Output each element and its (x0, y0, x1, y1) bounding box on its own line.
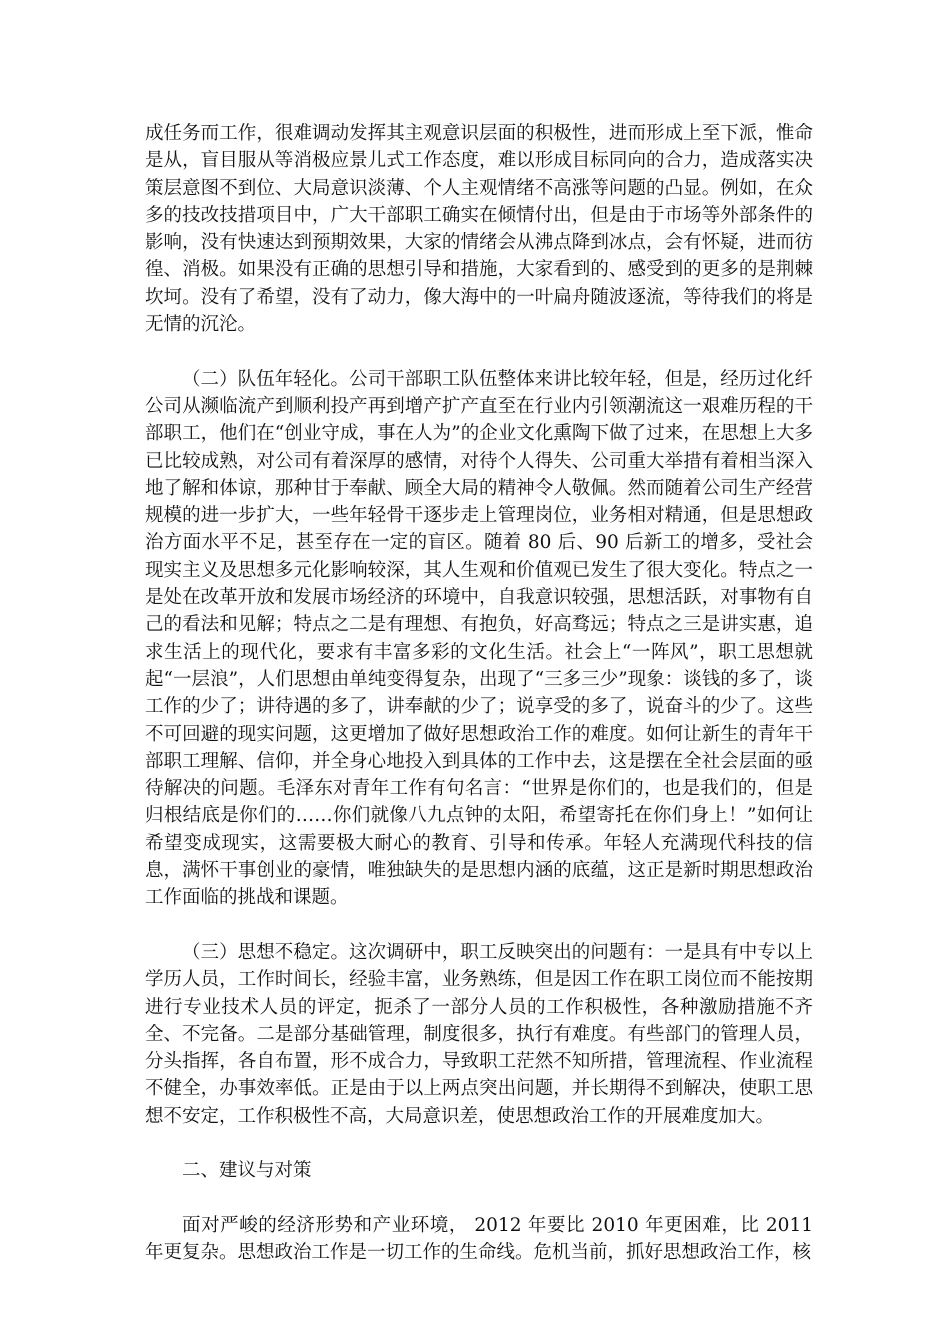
paragraph-team-youth: （二）队伍年轻化。公司干部职工队伍整体来讲比较年轻，但是，经历过化纤公司从濒临流产到顺利投产再到增产扩产直至在行业内引领潮流这一艰难历程的干部职工，他们在“创业守成，事在人为”的企业文化熏陶下做了过来，在思想上大多已比较成熟，对公司有着深厚的感情，对待个人得失、公司重大举措有着相当深入地了解和体谅，那种甘于奉献、顾全大局的精神令人敬佩。然而随着公司生产经营规模的进一步扩大，一些年轻骨干逐步走上管理岗位，业务相对精通，但是思想政治方面水平不足，甚至存在一定的盲区。随着 80 后、90 后新工的增多，受社会现实主义及思想多元化影响较深，其人生观和价值观已发生了很大变化。特点之一是处在改革开放和发展市场经济的环境中，自我意识较强，思想活跃，对事物有自己的看法和见解；特点之二是有理想、有抱负，好高骛远；特点之三是讲实惠，追求生活上的现代化，要求有丰富多彩的文化生活。社会上“一阵风”，职工思想就起“一层浪”，人们思想由单纯变得复杂，出现了“三多三少”现象：谈钱的多了，谈工作的少了；讲待遇的多了，讲奉献的少了；说享受的多了，说奋斗的少了。这些不可回避的现实问题，这更增加了做好思想政治工作的难度。如何让新生的青年干部职工理解、信仰，并全身心地投入到具体的工作中去，这是摆在全社会层面的亟待解决的问题。毛泽东对青年工作有句名言：“世界是你们的，也是我们的，但是归根结底是你们的……你们就像八九点钟的太阳，希望寄托在你们身上！”如何让希望变成现实，这需要极大耐心的教育、引导和传承。年轻人充满现代科技的信息，满怀干事创业的豪情，唯独缺失的是思想内涵的底蕴，这正是新时期思想政治工作面临的挑战和课题。 (145, 368, 813, 909)
document-page (145, 120, 813, 1294)
paragraph-unstable-thinking: （三）思想不稳定。这次调研中，职工反映突出的问题有：一是具有中专以上学历人员，工作时间长，经验丰富，业务熟练，但是因工作在职工岗位而不能按期进行专业技术人员的评定，扼杀了一部分人员的工作积极性，各种激励措施不齐全、不完备。二是部分基础管理，制度很多，执行有难度。有些部门的管理人员，分头指挥，各自布置，形不成合力，导致职工茫然不知所措，管理流程、作业流程不健全，办事效率低。正是由于以上两点突出问题，并长期得不到解决，使职工思想不安定，工作积极性不高，大局意识差，使思想政治工作的开展难度加大。 (145, 941, 813, 1127)
section-heading: 二、建议与对策 (182, 1160, 312, 1182)
paragraph-continuation: 成任务而工作，很难调动发挥其主观意识层面的积极性，进而形成上至下派，惟命是从，盲目服从等消极应景儿式工作态度，难以形成目标同向的合力，造成落实决策层意图不到位、大局意识淡薄、个人主观情绪不高涨等问题的凸显。例如，在众多的技改技措项目中，广大干部职工确实在倾情付出，但是由于市场等外部条件的影响，没有快速达到预期效果，大家的情绪会从沸点降到冰点，会有怀疑，进而彷徨、消极。如果没有正确的思想引导和措施，大家看到的、感受到的更多的是荆棘坎坷。没有了希望，没有了动力，像大海中的一叶扁舟随波逐流，等待我们的将是无情的沉沦。 (145, 123, 813, 336)
paragraph-closing: 面对严峻的经济形势和产业环境， 2012 年要比 2010 年更困难，比 2011 年更复杂。思想政治工作是一切工作的生命线。危机当前，抓好思想政治工作，核 (145, 1214, 813, 1264)
